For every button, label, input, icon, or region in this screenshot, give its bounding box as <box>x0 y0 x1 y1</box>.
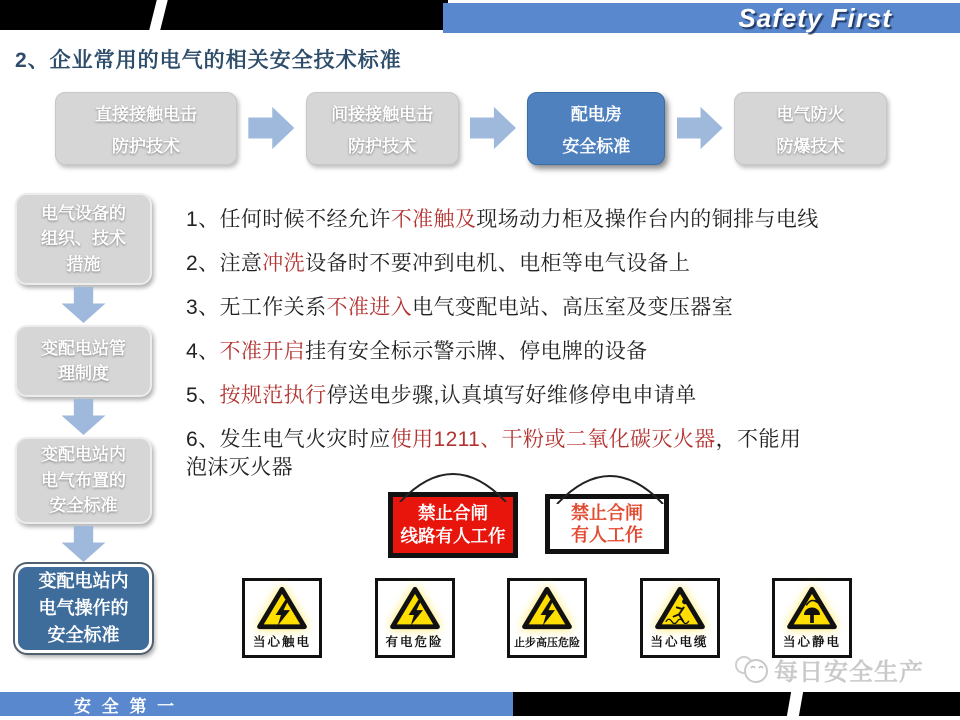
sidebar-step-3 <box>15 437 152 524</box>
warning-sign <box>242 578 322 658</box>
warning-sign-label: 当心电缆 <box>650 635 709 649</box>
warning-sign-label: 有电危险 <box>385 635 444 649</box>
sidebar-step-label: 变配电站内 <box>41 445 126 465</box>
sidebar-step-label: 理制度 <box>58 364 109 383</box>
page-title: 2、企业常用的电气的相关安全技术标准 <box>15 49 402 72</box>
down-arrow-icon <box>62 526 106 562</box>
sidebar-step-label: 安全标准 <box>49 496 118 516</box>
sidebar-flow <box>15 193 152 653</box>
warning-sign <box>375 578 455 658</box>
rule-item <box>186 426 958 482</box>
sidebar-step-label: 电气设备的 <box>41 203 126 223</box>
sidebar-step-label: 变配电站内 <box>38 571 129 591</box>
right-arrow-icon <box>470 106 516 150</box>
rule-highlight: 冲洗 <box>262 252 306 275</box>
rule-item <box>186 206 958 234</box>
flow-step-4 <box>734 92 887 165</box>
flow-step-label: 配电房 <box>570 104 622 124</box>
mascot-icon <box>733 654 771 686</box>
warning-sign <box>507 578 587 658</box>
rule-item <box>186 338 958 366</box>
rule-highlight: 按规范执行 <box>219 384 327 407</box>
rules-list <box>186 206 958 498</box>
top-bar <box>0 0 960 34</box>
watermark-text: 每日安全生产 <box>774 659 924 686</box>
warning-sign-label: 止步高压危险 <box>514 637 580 649</box>
sidebar-step-4 <box>15 564 152 653</box>
rule-highlight: 不准开启 <box>219 340 306 363</box>
lightning-icon <box>253 585 311 631</box>
rule-text: 5、 <box>186 384 220 407</box>
rule-text: 泡沫灭火器 <box>186 456 293 479</box>
rule-text: 3、无工作关系 <box>186 296 327 319</box>
sidebar-step-label: 措施 <box>66 254 101 274</box>
footer-slogan: 安 全 第 一 <box>74 696 178 716</box>
flow-step-label: 安全标准 <box>562 136 631 156</box>
sidebar-step-1 <box>15 193 152 285</box>
rule-highlight: 不准触及 <box>390 208 477 231</box>
watermark <box>733 652 924 687</box>
rule-highlight: 使用1211、干粉或二氧化碳灭火器 <box>390 428 716 451</box>
flow-step-2 <box>306 92 459 165</box>
sidebar-step-label: 电气操作的 <box>38 598 129 618</box>
rule-item <box>186 294 958 322</box>
cable-icon <box>651 585 709 631</box>
right-arrow-icon <box>248 106 294 150</box>
sidebar-step-2 <box>15 325 152 397</box>
down-arrow-icon <box>62 399 106 435</box>
rule-text: 4、 <box>186 340 220 363</box>
top-black-bar <box>0 0 448 30</box>
flow-step-label: 防护技术 <box>348 136 417 156</box>
rule-text: 2、注意 <box>186 252 263 275</box>
sidebar-step-label: 电气布置的 <box>41 470 126 490</box>
bottom-blue-bar <box>0 692 513 716</box>
tag-line: 禁止合闸 <box>571 502 643 523</box>
flow-step-label: 防爆技术 <box>776 136 845 156</box>
flow-row <box>55 90 887 166</box>
rule-text: 电气变配电站、高压室及变压器室 <box>412 296 734 319</box>
rule-item <box>186 250 958 278</box>
sidebar-step-label: 组织、技术 <box>41 229 126 249</box>
rule-text: 设备时不要冲到电机、电柜等电气设备上 <box>305 252 691 275</box>
rule-highlight: 不准进入 <box>326 296 413 319</box>
prohibition-tags <box>388 492 669 558</box>
static-icon <box>783 585 841 631</box>
sidebar-step-label: 安全标准 <box>47 625 120 645</box>
warning-signs-row <box>242 578 852 658</box>
flow-step-label: 直接接触电击 <box>95 104 197 124</box>
flow-step-1 <box>55 92 237 165</box>
tag-line: 禁止合闸 <box>418 503 488 524</box>
flow-step-label: 间接接触电击 <box>331 104 434 124</box>
flow-step-label: 电气防火 <box>776 104 845 124</box>
warning-sign <box>772 578 852 658</box>
warning-sign <box>640 578 720 658</box>
rule-item <box>186 382 958 410</box>
tag-line: 线路有人工作 <box>400 526 506 546</box>
bottom-black-bar <box>513 692 960 716</box>
warning-sign-label: 当心触电 <box>252 635 311 649</box>
prohibition-tag-white <box>545 494 669 554</box>
bottom-bar <box>0 692 960 716</box>
rule-text: ，不能用 <box>715 428 802 451</box>
rule-text: 挂有安全标示警示牌、停电牌的设备 <box>305 340 648 363</box>
warning-sign-label: 当心静电 <box>782 635 841 649</box>
rule-text: 现场动力柜及操作台内的铜排与电线 <box>476 208 819 231</box>
brand-safety-first: Safety First <box>738 2 892 33</box>
sidebar-step-label: 变配电站管 <box>41 338 126 358</box>
lightning-icon <box>518 585 576 631</box>
top-blue-bar <box>443 3 960 33</box>
prohibition-tag-red <box>388 492 518 558</box>
down-arrow-icon <box>62 287 106 323</box>
rule-text: 1、任何时候不经允许 <box>186 208 391 231</box>
rule-text: 6、发生电气火灾时应 <box>186 428 391 451</box>
flow-step-label: 防护技术 <box>112 136 180 156</box>
tag-line: 有人工作 <box>571 525 643 545</box>
lightning-icon <box>386 585 444 631</box>
flow-step-3 <box>527 92 665 165</box>
rule-text: 停送电步骤,认真填写好维修停电申请单 <box>326 384 697 407</box>
right-arrow-icon <box>677 106 723 150</box>
